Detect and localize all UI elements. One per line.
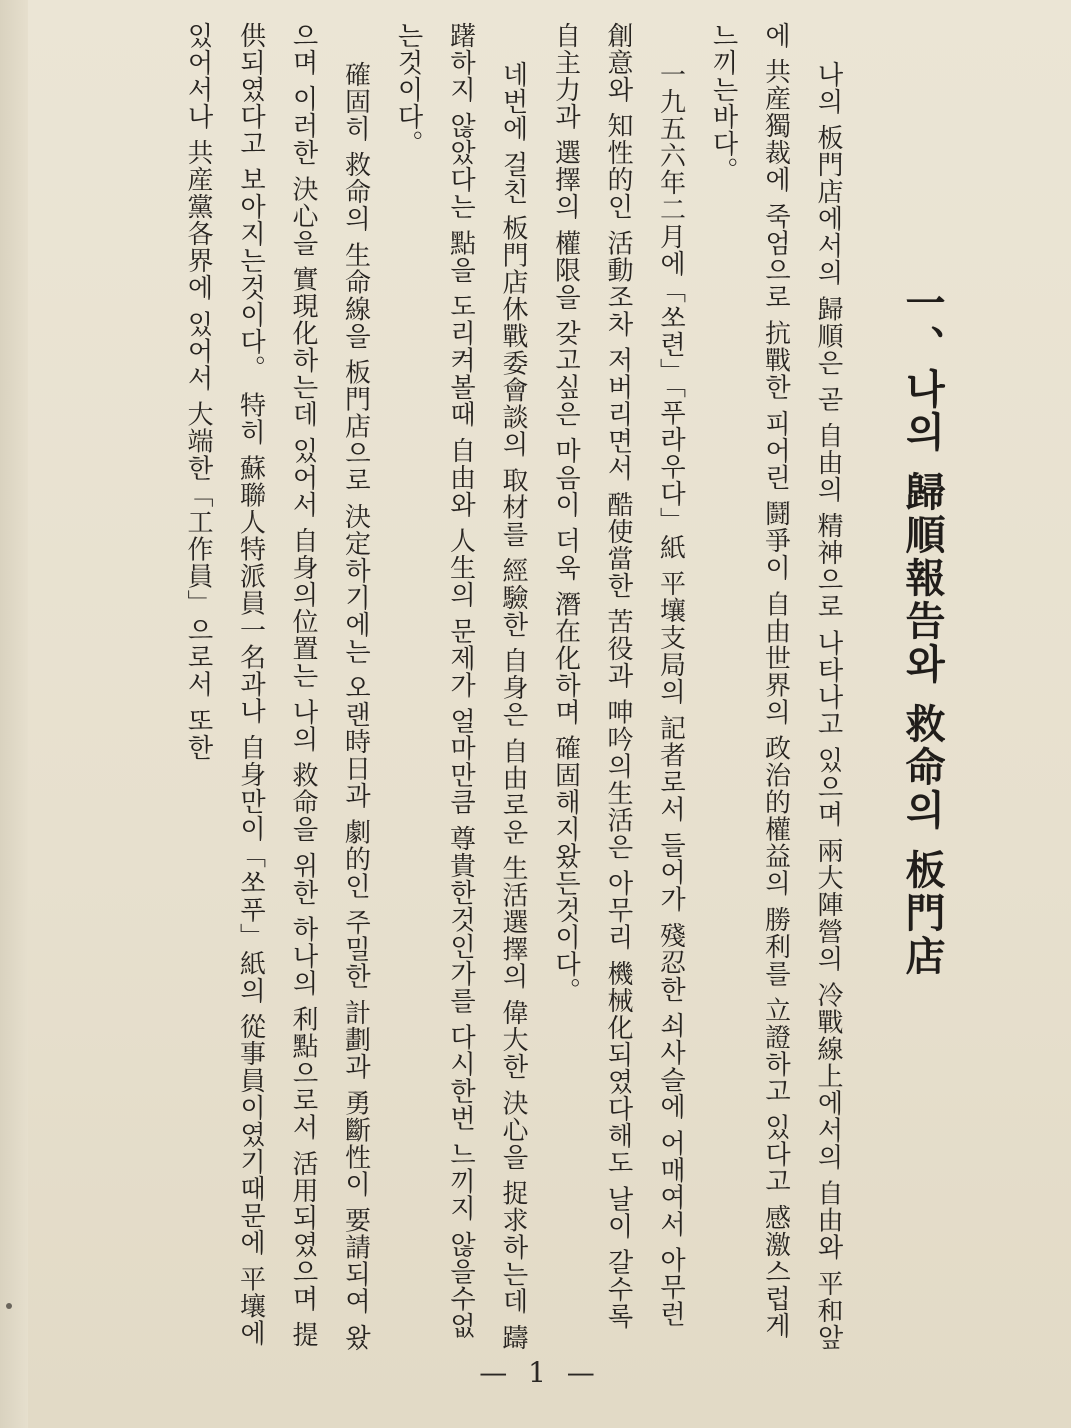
vertical-text-block [110, 22, 950, 1352]
margin-dot [6, 1303, 12, 1309]
paragraph-2: 一九五六年二月에「쏘련」「푸라우다」紙 平壤支局의 記者로서 들어가 殘忍한 쇠사슬에 어매여서 아무런 創意와 知性的인 活動조차 저버리면서 酷使當한 苦役과 呻吟의生活은 아무리 機械化되였다해도 날이 갈수록 自主力과 選擇의 權限을 갖고싶은 마음이 더욱 潛在化하며 確固해지왔든것이다。 [550, 22, 686, 1330]
page-number: — 1 — [479, 1356, 601, 1389]
paragraph-4: 確固히 救命의 生命線을 板門店으로 決定하기에는 오랜時日과 劇的인 주밀한 計劃과 勇斷性이 要請되여 왔으며 이러한 決心을 實現化하는데 있어서 自身의位置는 나의 救命을 위한 하나의 利點으로서 活用되였으며 提供되였다고 보아지는것이다。 特히 蘇聯人特派員一名과나 自身만이「쏘푸」紙의 從事員이였기때문에 平壤에 있어서나 共産黨各界에 있어서 大端한「工作員」으로서 또한 [183, 22, 371, 1351]
paragraph-3: 네번에 걸친 板門店休戰委會談의 取材를 經驗한 自身은 自由로운 生活選擇의 偉大한 決心을 捉求하는데 躊躇하지 않았다는 點을 도리켜볼때 自由와 人生의 문제가 얼마만큼 尊貴한것인가를 다시한번 느끼지 않을수없는것이다。 [393, 22, 528, 1351]
chapter-title: 一、나의 歸順報告와 救命의 板門店 [899, 282, 946, 978]
paragraph-1: 나의 板門店에서의 歸順은 곧 自由의 精神으로 나타나고 있으며 兩大陣營의 冷戰線上에서의 自由와 平和앞에 共産獨裁에 죽엄으로 抗戰한 피어린 鬪爭이 自由世界의 政治的權益의 勝利를 立證하고 있다고 感激스럽게 느끼는바다。 [708, 22, 843, 1351]
page-binding-edge [0, 0, 28, 1428]
